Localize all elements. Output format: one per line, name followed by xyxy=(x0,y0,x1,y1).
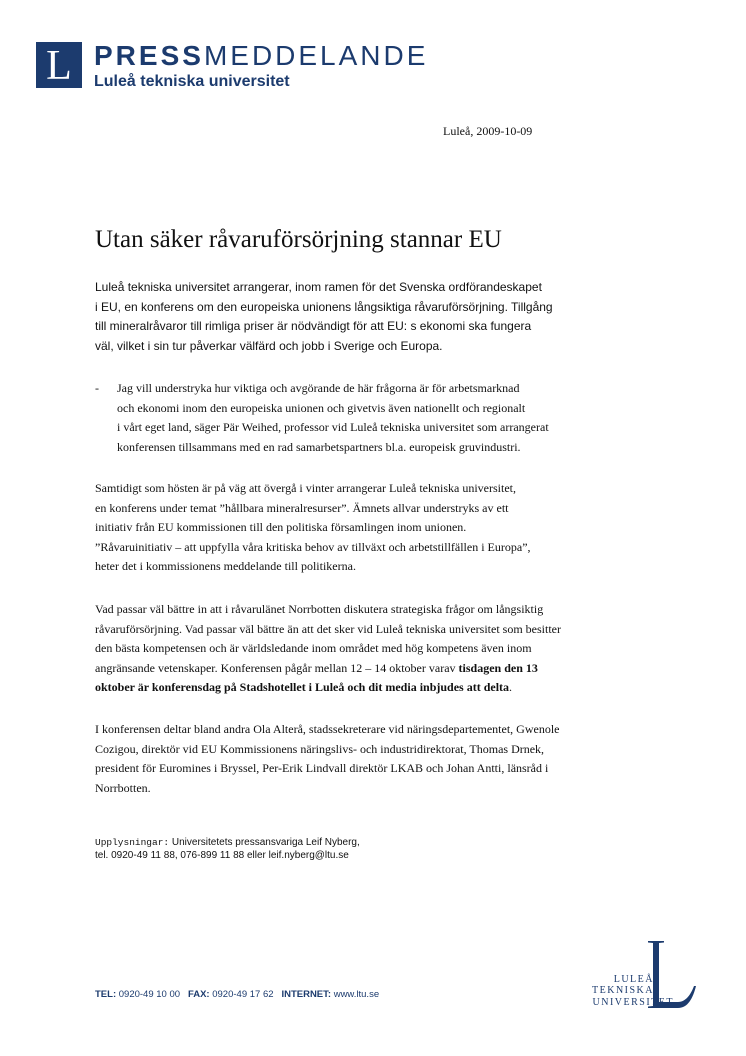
internet-label: INTERNET: xyxy=(281,989,332,1000)
quote-line: i vårt eget land, säger Pär Weihed, professor vid Luleå tekniska universitet som arrangerat xyxy=(117,420,549,434)
fax-label: FAX: xyxy=(187,989,210,1000)
lead-line: Luleå tekniska universitet arrangerar, inom ramen för det Svenska ordförandeskapet xyxy=(95,280,542,294)
contact-line: tel. 0920-49 11 88, 076-899 11 88 eller leif.nyberg@ltu.se xyxy=(95,850,349,861)
ltu-logo-box xyxy=(36,42,82,88)
footer-contact xyxy=(95,989,379,1000)
paragraph-line: Vad passar väl bättre in att i råvarulänet Norrbotten diskutera strategiska frågor om långsiktig xyxy=(95,602,544,616)
press-release-title xyxy=(94,40,428,72)
paragraph-line: heter det i kommissionens meddelande till politikerna. xyxy=(95,559,356,573)
date-line: Luleå, 2009-10-09 xyxy=(443,124,533,138)
logo-letter: L xyxy=(46,43,72,89)
bold-text: tisdagen den 13 xyxy=(458,660,538,675)
lead-paragraph xyxy=(95,278,655,356)
quote-line: Jag vill understryka hur viktiga och avgörande de här frågorna är för arbetsmarknad xyxy=(117,381,520,395)
quote-paragraph xyxy=(117,379,549,457)
paragraph-line xyxy=(95,678,561,698)
fax-value: 0920-49 17 62 xyxy=(209,989,274,1000)
paragraph-line: Samtidigt som hösten är på väg att övergå i vinter arrangerar Luleå tekniska universitet, xyxy=(95,481,516,495)
paragraph-line: initiativ från EU kommissionen till den politiska församlingen inom unionen. xyxy=(95,520,467,534)
lead-line: till mineralråvaror till rimliga priser är nödvändigt för att EU: s ekonomi ska fungera xyxy=(95,319,532,333)
paragraph-2 xyxy=(95,479,531,577)
paragraph-text: . xyxy=(509,680,513,694)
ltu-logo-line: TEKNISKA xyxy=(592,985,654,996)
paragraph-line: ”Råvaruinitiativ – att uppfylla våra kritiska behov av tillväxt och arbetstillfällen i Europa”, xyxy=(95,539,531,554)
contact-label: Upplysningar: xyxy=(95,837,170,848)
ltu-logo-line: UNIVERSITET xyxy=(592,997,674,1008)
paragraph-line: råvaruförsörjning. Vad passar väl bättre än att det sker vid Luleå tekniska universitet som besitter xyxy=(95,621,561,636)
paragraph-line: Norrbotten. xyxy=(95,780,151,795)
paragraph-text: angränsande vetenskaper. Konferensen pågår mellan 12 – 14 oktober varav xyxy=(95,660,459,675)
ltu-logo-line: LULEÅ xyxy=(613,974,654,985)
ltu-footer-logo xyxy=(560,936,710,1016)
paragraph-line: president för Euromines i Bryssel, Per-Erik Lindvall direktör LKAB och Johan Antti, länsråd i xyxy=(95,761,549,775)
paragraph-line: en konferens under temat ”hållbara mineralresurser”. Ämnets allvar understryks av ett xyxy=(95,500,509,515)
paragraph-line: Cozigou, direktör vid EU Kommissionens näringslivs- och industridirektorat, Thomas Drnek, xyxy=(95,741,545,756)
paragraph-3 xyxy=(95,600,561,698)
quote-line: konferensen tillsammans med en rad samarbetspartners bl.a. europeisk gruvindustri. xyxy=(117,439,521,454)
bold-text: oktober är konferensdag på Stadshotellet i Luleå och dit media inbjudes att delta xyxy=(95,680,510,694)
tel-value: 0920-49 10 00 xyxy=(116,989,181,1000)
title-light: MEDDELANDE xyxy=(203,40,429,71)
paragraph-line xyxy=(95,659,561,679)
contact-info xyxy=(95,836,360,862)
internet-value: www.ltu.se xyxy=(331,989,380,1000)
lead-line: väl, vilket i sin tur påverkar välfärd och jobb i Sverige och Europa. xyxy=(95,338,443,353)
headline: Utan säker råvaruförsörjning stannar EU xyxy=(95,226,502,253)
contact-line: Universitetets pressansvariga Leif Nyberg, xyxy=(169,837,360,848)
paragraph-line: den bästa kompetensen och är världsledande inom området med hög kompetens även inom xyxy=(95,641,532,655)
title-bold: PRESS xyxy=(94,40,204,71)
lead-line: i EU, en konferens om den europeiska unionens långsiktiga råvaruförsörjning. Tillgång xyxy=(95,299,553,314)
paragraph-4 xyxy=(95,720,559,798)
tel-label: TEL: xyxy=(95,989,117,1000)
university-name: Luleå tekniska universitet xyxy=(94,73,290,90)
quote-line: och ekonomi inom den europeiska unionen och givetvis även nationellt och regionalt xyxy=(117,400,526,415)
quote-dash: - xyxy=(95,381,99,395)
paragraph-line: I konferensen deltar bland andra Ola Alterå, stadssekreterare vid näringsdepartementet, Gwenole xyxy=(95,722,560,736)
